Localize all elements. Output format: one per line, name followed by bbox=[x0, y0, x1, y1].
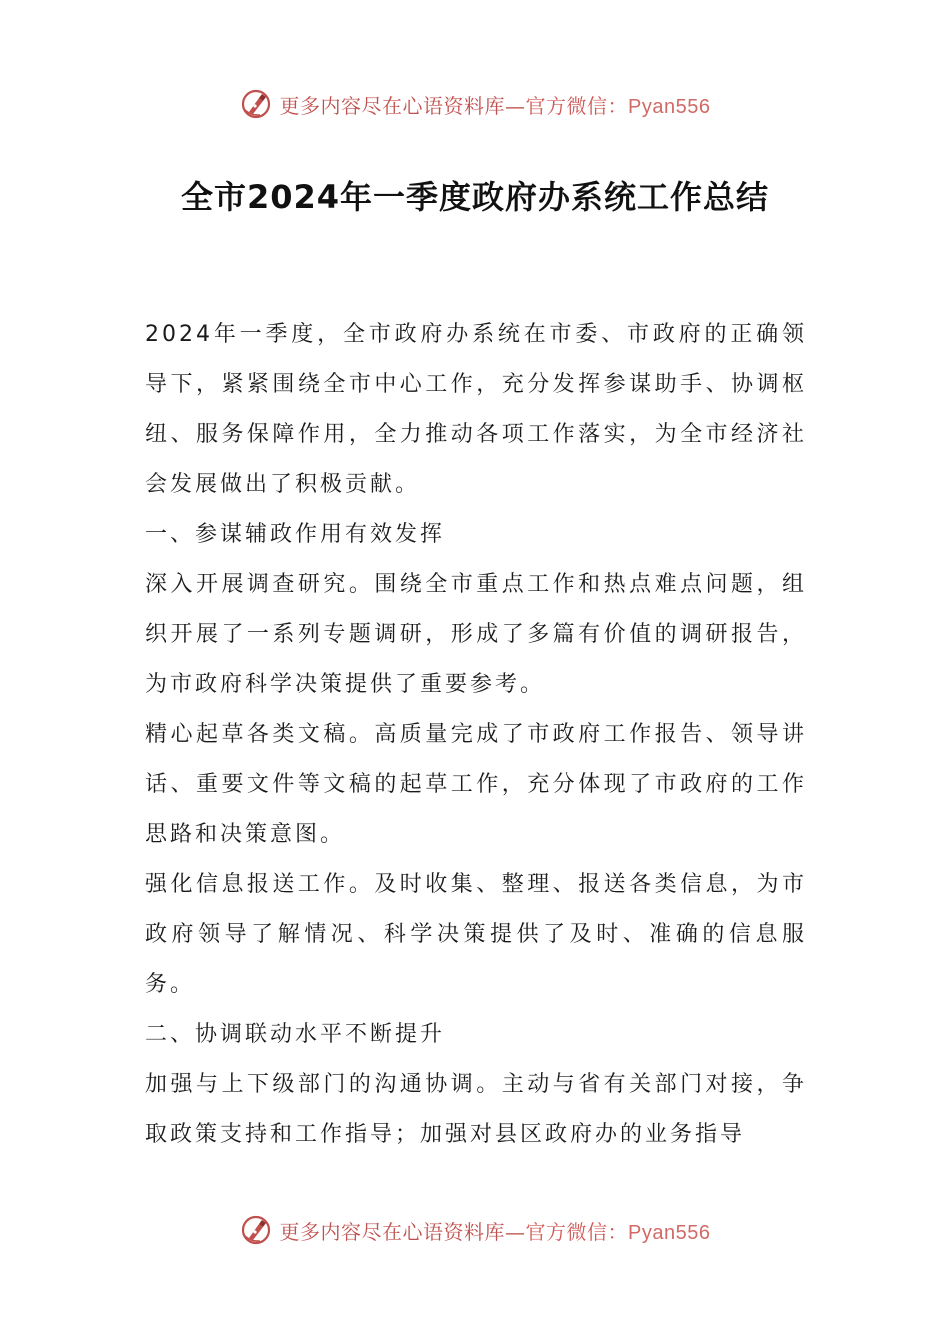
pen-nib-circle-icon bbox=[240, 1214, 272, 1246]
paragraph-drafting: 精心起草各类文稿。高质量完成了市政府工作报告、领导讲话、重要文件等文稿的起草工作，充分体现了市政府的工作思路和决策意图。 bbox=[145, 722, 807, 847]
paragraph-information: 强化信息报送工作。及时收集、整理、报送各类信息，为市政府领导了解情况、科学决策提供了及时、准确的信息服务。 bbox=[145, 872, 807, 997]
section-heading-1: 一、参谋辅政作用有效发挥 bbox=[145, 522, 446, 547]
watermark-wechat-id: Pyan556 bbox=[628, 1221, 711, 1244]
document-body bbox=[145, 310, 807, 1160]
watermark-separator: — bbox=[505, 1219, 526, 1244]
watermark-wechat-label: 官方微信： bbox=[525, 1219, 629, 1244]
watermark-text bbox=[280, 1216, 711, 1245]
document-title: 全市2024年一季度政府办系统工作总结 bbox=[180, 178, 770, 216]
watermark-site-text: 更多内容尽在心语资料库 bbox=[279, 1219, 506, 1244]
paragraph-intro: 2024年一季度，全市政府办系统在市委、市政府的正确领导下，紧紧围绕全市中心工作，充分发挥参谋助手、协调枢纽、服务保障作用，全力推动各项工作落实，为全市经济社会发展做出了积极贡献。 bbox=[145, 322, 807, 497]
pen-nib-circle-icon bbox=[240, 88, 272, 120]
watermark-separator: — bbox=[505, 93, 526, 118]
watermark-banner-bottom bbox=[0, 1210, 950, 1250]
watermark-text bbox=[280, 90, 711, 119]
watermark-wechat-id: Pyan556 bbox=[628, 95, 711, 118]
watermark-site-text: 更多内容尽在心语资料库 bbox=[279, 93, 506, 118]
paragraph-coordination: 加强与上下级部门的沟通协调。主动与省有关部门对接，争取政策支持和工作指导；加强对县区政府办的业务指导 bbox=[145, 1072, 807, 1147]
watermark-wechat-label: 官方微信： bbox=[525, 93, 629, 118]
section-heading-2: 二、协调联动水平不断提升 bbox=[145, 1022, 446, 1047]
watermark-banner-top bbox=[0, 84, 950, 124]
paragraph-research: 深入开展调查研究。围绕全市重点工作和热点难点问题，组织开展了一系列专题调研，形成了多篇有价值的调研报告，为市政府科学决策提供了重要参考。 bbox=[145, 572, 807, 697]
